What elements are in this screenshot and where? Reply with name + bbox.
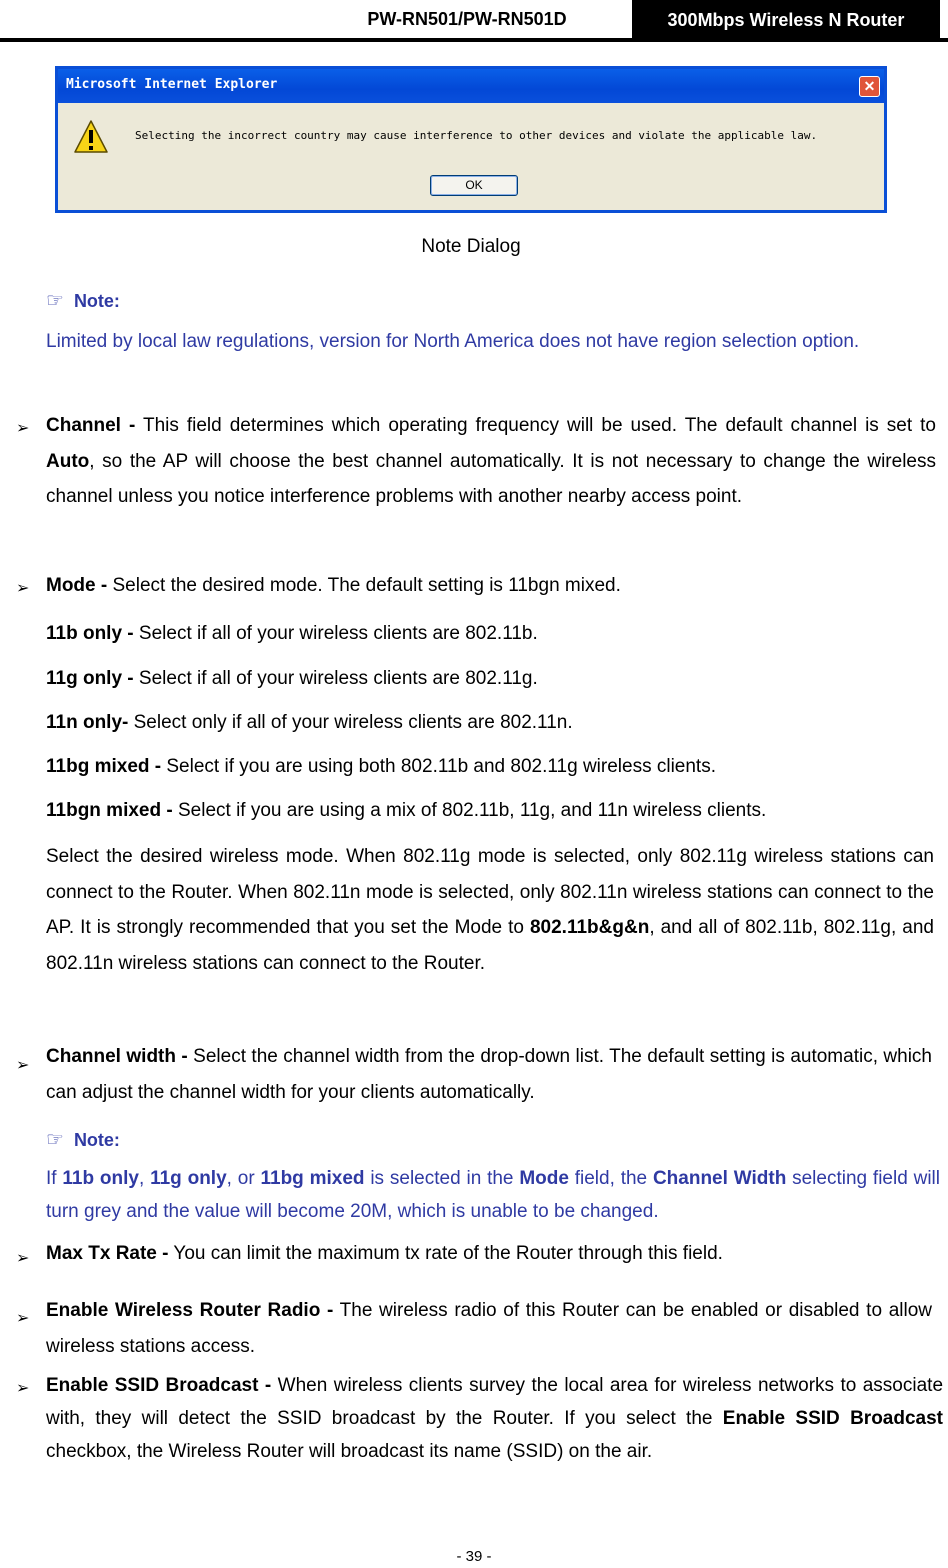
mode-option: 11n only- Select only if all of your wireless clients are 802.11n. bbox=[46, 712, 573, 733]
dialog-message: Selecting the incorrect country may cause interference to other devices and violate the applicable law. bbox=[135, 129, 818, 142]
header-model: PW-RN501/PW-RN501D bbox=[367, 9, 567, 29]
mode-option: 11bgn mixed - Select if you are using a mix of 802.11b, 11g, and 11n wireless clients. bbox=[46, 800, 767, 821]
figure-caption: Note Dialog bbox=[421, 236, 521, 257]
bullet-icon: ➢ bbox=[16, 1057, 30, 1074]
bullet-icon: ➢ bbox=[16, 1250, 30, 1267]
note-text: Limited by local law regulations, version for North America does not have region selection option. bbox=[46, 331, 860, 352]
note-heading: ☞ Note: bbox=[46, 290, 120, 312]
ssid-paragraph: Enable SSID Broadcast - When wireless clients survey the local area for wireless networks to associate with, they will detect the SSID broadcast by the Router. If you select the Enable SSID Broadcast checkbox, the Wireless Router will broadcast its name (SSID) on the air. bbox=[46, 1375, 944, 1462]
bullet-icon: ➢ bbox=[16, 1380, 30, 1397]
mode-description: Select the desired wireless mode. When 802.11g mode is selected, only 802.11g wireless stations can connect to the Router. When 802.11n mode is selected, only 802.11n wireless stations can connect to the AP. It is strongly recommended that you set the Mode to 802.11b&g&n, and all of 802.11b, 802.11g, and 802.11n wireless stations can connect to the Router. bbox=[46, 846, 934, 974]
dialog-titlebar bbox=[58, 69, 884, 103]
bullet-icon: ➢ bbox=[16, 420, 30, 437]
note-text: If 11b only, 11g only, or 11bg mixed is selected in the Mode field, the Channel Width selecting field will turn grey and the value will become 20M, which is unable to be changed. bbox=[46, 1168, 940, 1222]
bullet-icon: ➢ bbox=[16, 1310, 30, 1327]
mode-paragraph: Mode - Select the desired mode. The default setting is 11bgn mixed. bbox=[46, 575, 621, 596]
enable-radio-paragraph: Enable Wireless Router Radio - The wireless radio of this Router can be enabled or disabled to allow wireless stations access. bbox=[46, 1300, 932, 1357]
mode-option: 11g only - Select if all of your wireless clients are 802.11g. bbox=[46, 668, 538, 689]
header-product: 300Mbps Wireless N Router bbox=[632, 0, 940, 38]
mode-option: 11b only - Select if all of your wireless clients are 802.11b. bbox=[46, 623, 538, 644]
note-heading: ☞ Note: bbox=[46, 1129, 120, 1151]
ok-button[interactable]: OK bbox=[430, 175, 518, 196]
bullet-icon: ➢ bbox=[16, 580, 30, 597]
header-rule bbox=[0, 38, 948, 42]
pointing-hand-icon: ☞ bbox=[46, 1129, 64, 1151]
warning-icon bbox=[74, 119, 108, 155]
close-icon[interactable]: ✕ bbox=[859, 76, 880, 97]
pointing-hand-icon: ☞ bbox=[46, 290, 64, 312]
page-number: - 39 - bbox=[456, 1548, 492, 1565]
channel-width-paragraph: Channel width - Select the channel width from the drop-down list. The default setting is automatic, which can adjust the channel width for your clients automatically. bbox=[46, 1046, 932, 1103]
ie-note-dialog bbox=[55, 66, 887, 213]
channel-paragraph: Channel - This field determines which operating frequency will be used. The default channel is set to Auto, so the AP will choose the best channel automatically. It is not necessary to change the wireless channel unless you notice interference problems with another nearby access point. bbox=[46, 415, 936, 507]
dialog-title: Microsoft Internet Explorer bbox=[66, 77, 278, 92]
mode-option: 11bg mixed - Select if you are using both 802.11b and 802.11g wireless clients. bbox=[46, 756, 716, 777]
max-tx-paragraph: Max Tx Rate - You can limit the maximum tx rate of the Router through this field. bbox=[46, 1243, 723, 1264]
